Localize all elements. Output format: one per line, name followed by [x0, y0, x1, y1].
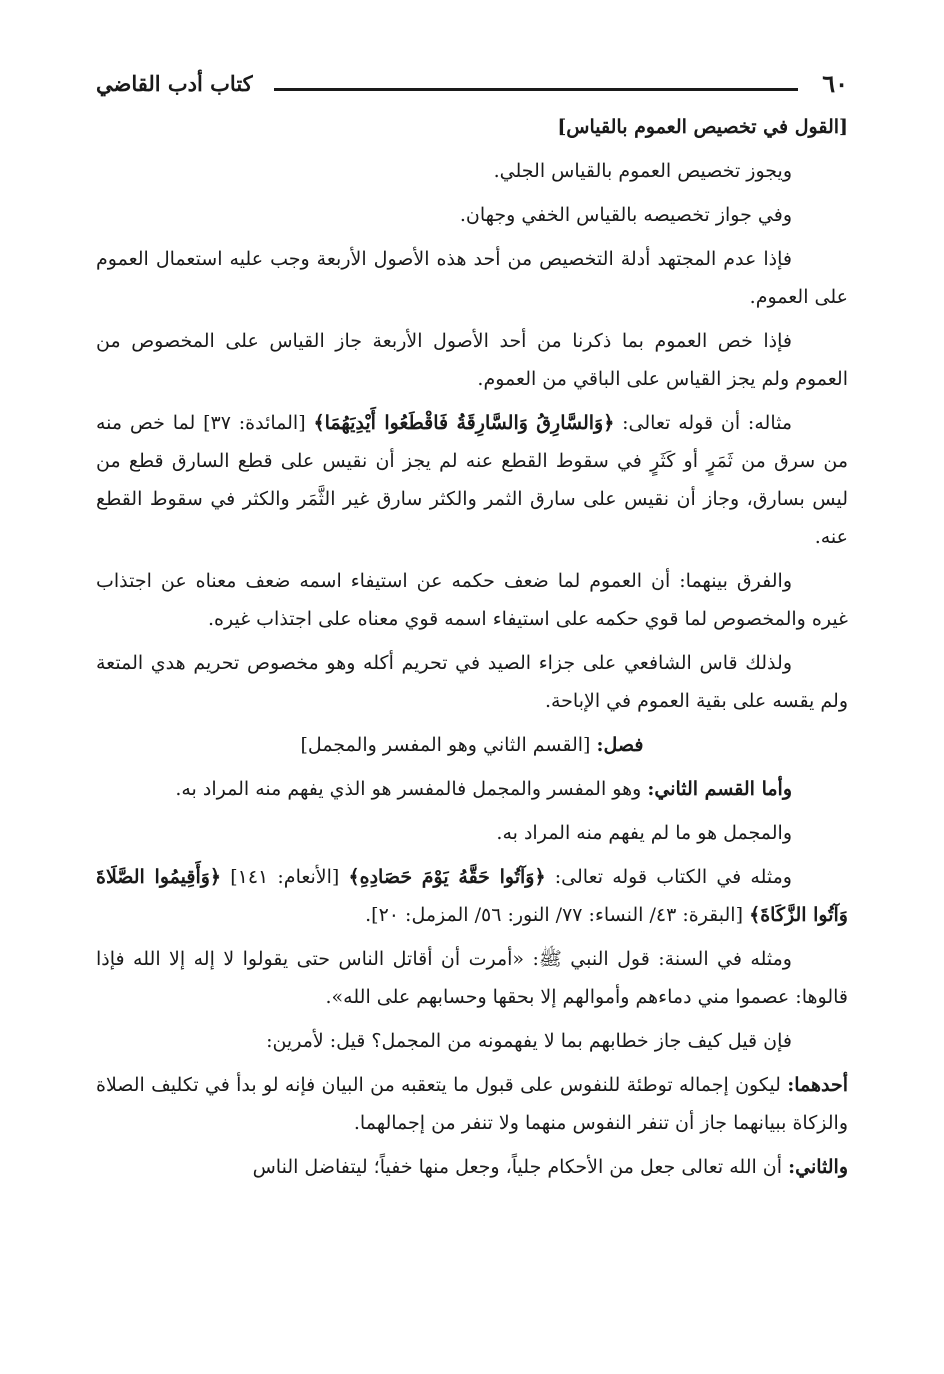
section-heading-qiyas — [96, 108, 848, 146]
paragraph — [96, 1148, 848, 1186]
verse-reference: [البقرة: ٤٣/ النساء: ٧٧/ النور: ٥٦/ المزمل: ٢٠]. — [365, 904, 744, 926]
paragraph: فإذا خص العموم بما ذكرنا من أحد الأصول الأربعة جاز القياس على المخصوص من العموم ولم يجز القياس على الباقي من العموم. — [96, 330, 848, 390]
header-rule — [274, 88, 798, 91]
hadith-quote: «أمرت أن أقاتل الناس حتى يقولوا لا إله إلا الله فإذا قالوها: عصموا مني دماءهم وأموالهم إلا بحقها وحسابهم على الله». — [96, 948, 848, 1008]
term-label: وأما القسم الثاني: — [647, 778, 792, 800]
paragraph: ولذلك قاس الشافعي على جزاء الصيد في تحريم أكله وهو مخصوص تحريم هدي المتعة ولم يقسه على بقية العموم في الإباحة. — [96, 652, 848, 712]
paragraph: ويجوز تخصيص العموم بالقياس الجلي. — [493, 160, 792, 182]
heading-text: [القول في تخصيص العموم بالقياس] — [557, 116, 848, 138]
paragraph: والفرق بينهما: أن العموم لما ضعف حكمه عن استيفاء اسمه ضعف معناه عن اجتذاب غيره والمخصوص لما قوي حكمه على استيفاء اسمه قوي معناه على اجتذاب غيره. — [96, 570, 848, 630]
page-number: ٦٠ — [822, 69, 848, 98]
paragraph-example — [96, 404, 848, 556]
paragraph: فإذا عدم المجتهد أدلة التخصيص من أحد هذه الأصول الأربعة وجب عليه استعمال العموم على العموم. — [96, 248, 848, 308]
running-title: كتاب أدب القاضي — [96, 71, 253, 96]
text-run: ومثله في السنة: قول النبي ﷺ: — [532, 948, 792, 970]
page-body — [96, 108, 848, 1192]
text-run: ومثله في الكتاب قوله تعالى: — [554, 866, 792, 888]
paragraph: والمجمل هو ما لم يفهم منه المراد به. — [496, 822, 792, 844]
text-run: ليكون إجماله توطئة للنفوس على قبول ما يتعقبه من البيان فإنه لو بدأ في تكليف الصلاة والزكاة ببيانهما جاز أن تنفر النفوس منهما ولا تنفر من إجمالهما. — [96, 1074, 848, 1134]
section-heading-mufassar — [96, 726, 848, 764]
verse-reference: [الأنعام: ١٤١] — [230, 866, 340, 888]
term-label: أحدهما: — [787, 1074, 848, 1096]
section-title: [القسم الثاني وهو المفسر والمجمل] — [300, 734, 591, 756]
quran-verse: ﴿وَآتُوا حَقَّهُ يَوْمَ حَصَادِهِ﴾ — [348, 866, 546, 888]
term-label: والثاني: — [788, 1156, 848, 1178]
page-header — [96, 64, 848, 104]
verse-reference: [المائدة: ٣٧] — [203, 412, 306, 434]
paragraph-quran-example — [96, 858, 848, 934]
text-run: أن الله تعالى جعل من الأحكام جلياً، وجعل منها خفياً؛ ليتفاضل الناس — [252, 1156, 783, 1178]
paragraph-hadith-example — [96, 940, 848, 1016]
text-run: لما خص منه من سرق من ثَمَرٍ أو كَثَرٍ في سقوط القطع عنه لم يجز أن نقيس على قطع السارق قطع من ليس بسارق، وجاز أن نقيس على سارق الثمر والكثر سارق غير الثَّمَر والكثر في سقوط القطع عنه. — [96, 412, 848, 548]
section-label: فصل: — [596, 734, 644, 756]
paragraph: فإن قيل كيف جاز خطابهم بما لا يفهمونه من المجمل؟ قيل: لأمرين: — [266, 1030, 792, 1052]
quran-verse: ﴿وَأَقِيمُوا الصَّلَاةَ وَآتُوا الزَّكَاةَ﴾ — [96, 866, 848, 926]
paragraph — [96, 1066, 848, 1142]
text-run: وهو المفسر والمجمل فالمفسر هو الذي يفهم منه المراد به. — [175, 778, 642, 800]
quran-verse: ﴿وَالسَّارِقُ وَالسَّارِقَةُ فَاقْطَعُوا أَيْدِيَهُمَا﴾ — [313, 412, 615, 434]
paragraph: وفي جواز تخصيصه بالقياس الخفي وجهان. — [459, 204, 792, 226]
text-run: مثاله: أن قوله تعالى: — [622, 412, 793, 434]
paragraph — [96, 770, 848, 808]
